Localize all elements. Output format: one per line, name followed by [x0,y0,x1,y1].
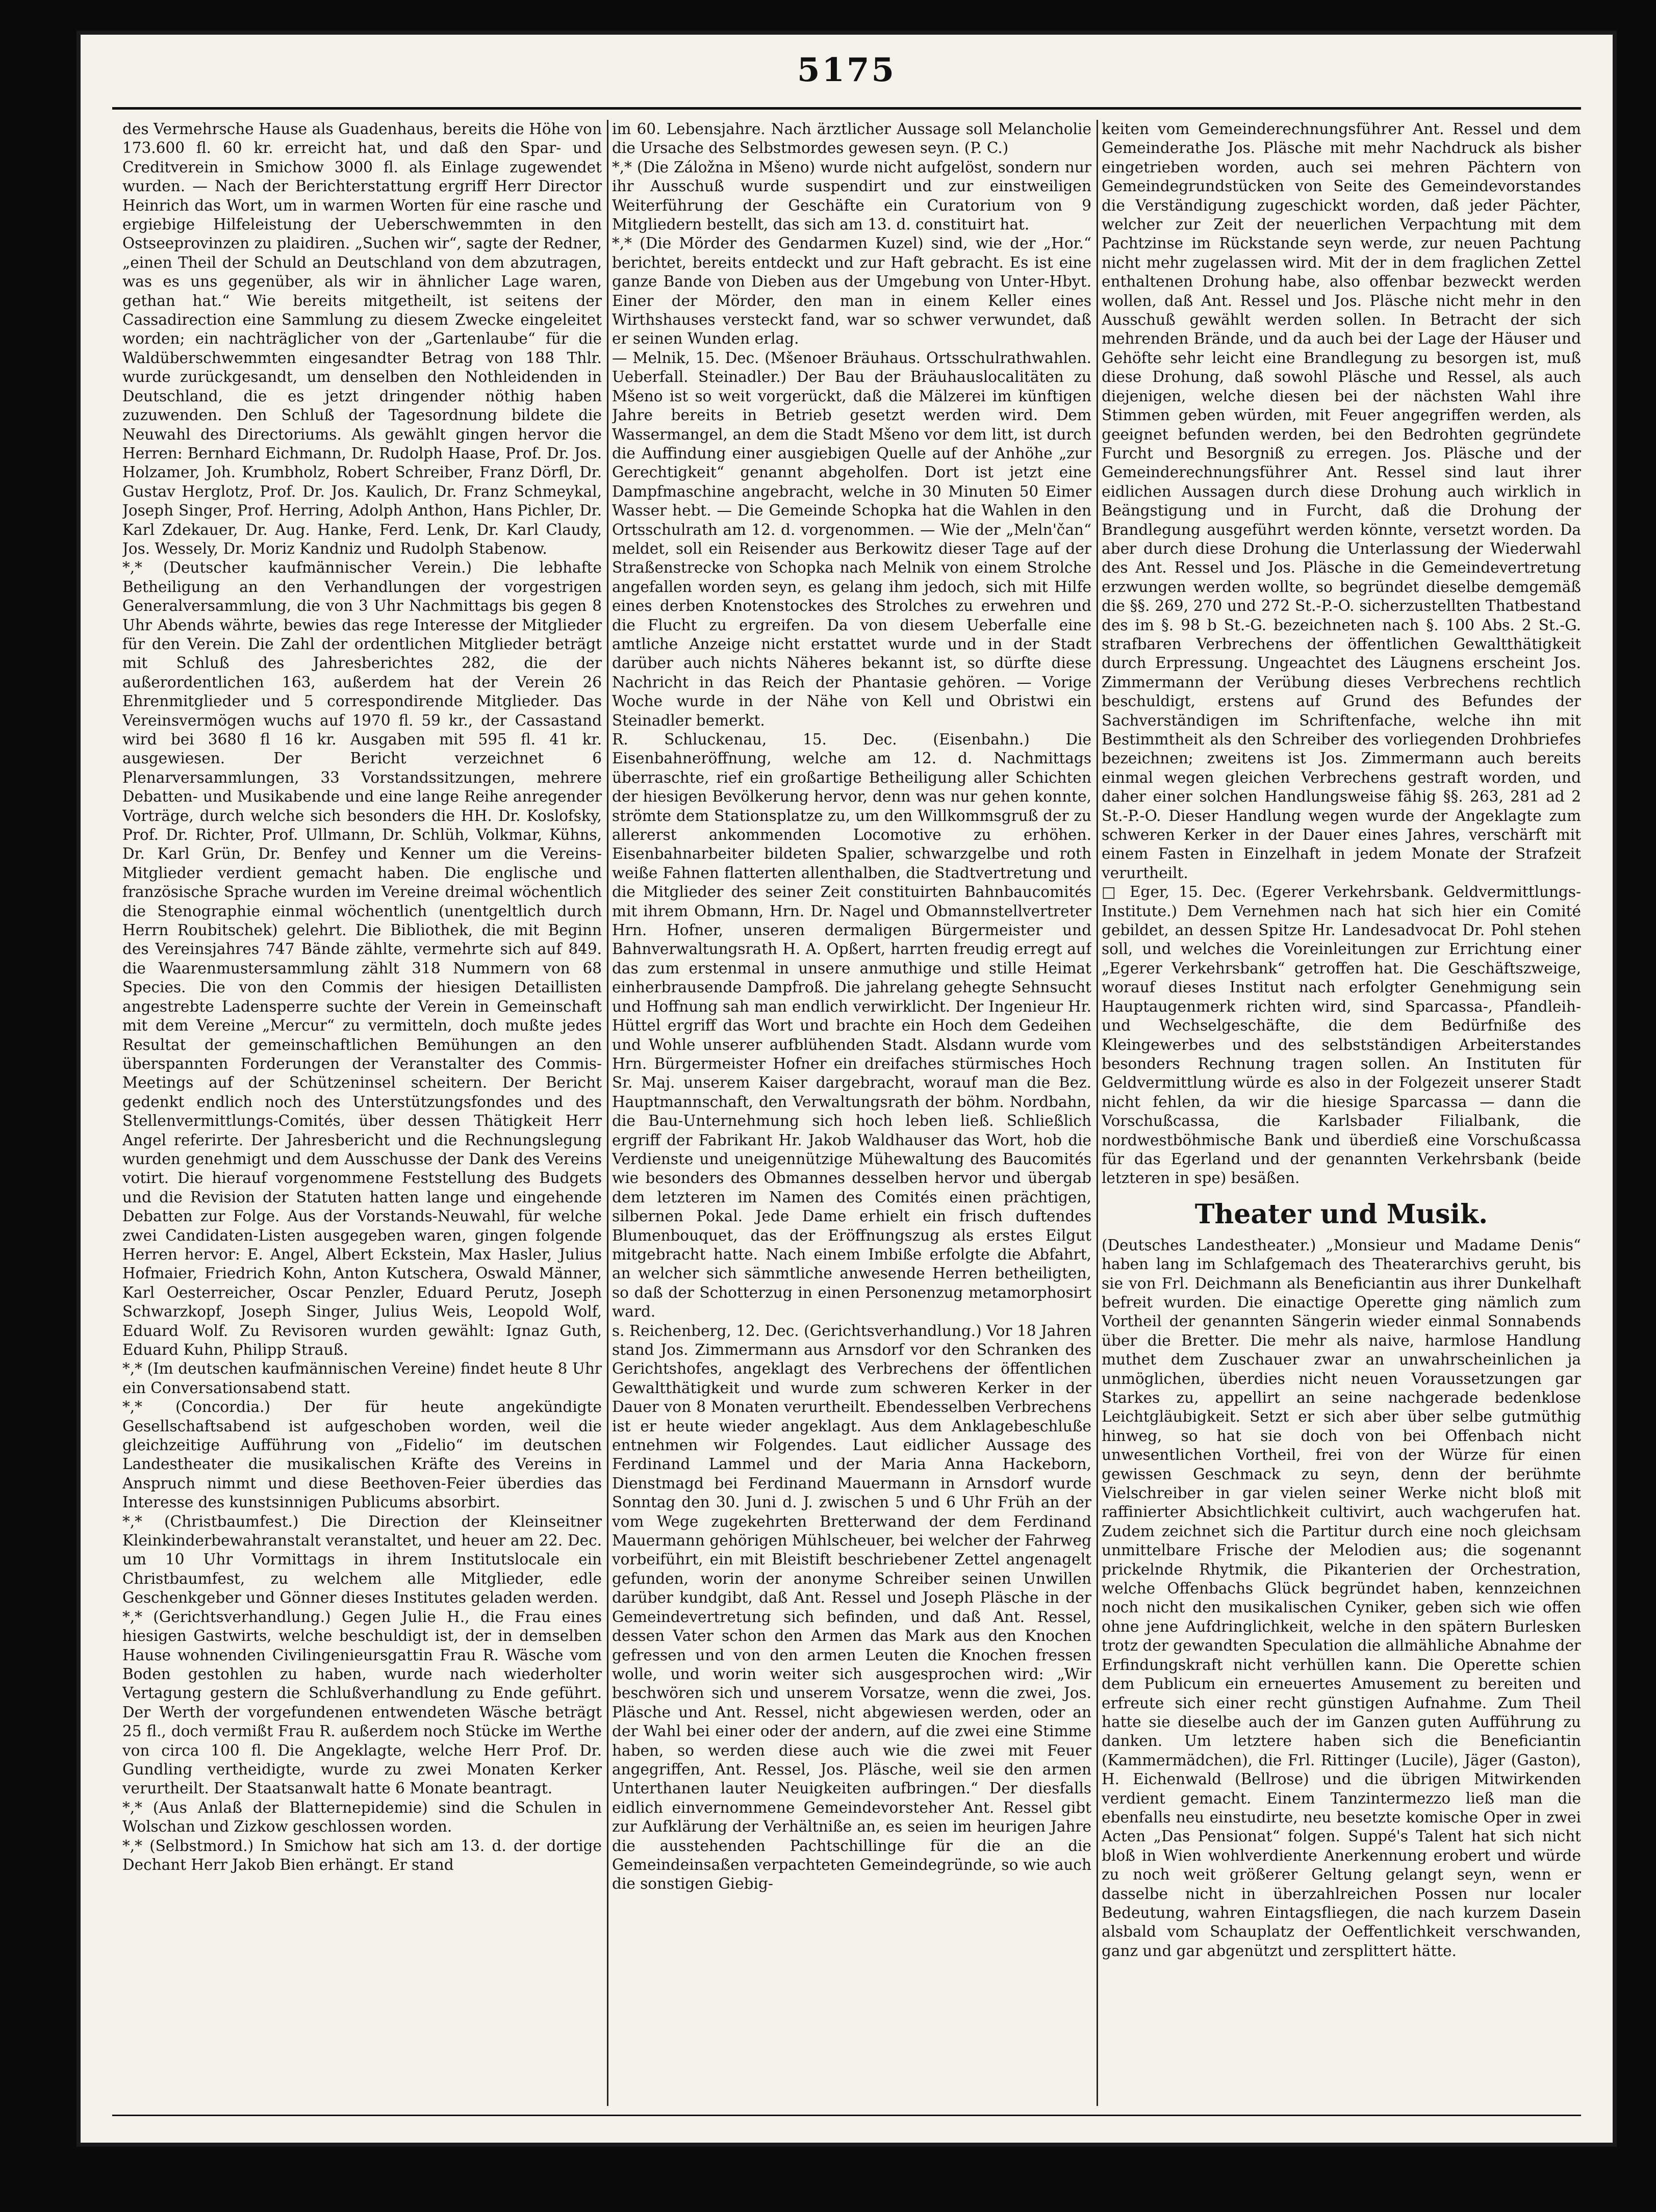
article-paragraph: R. Schluckenau, 15. Dec. (Eisenbahn.) Die Eisenbahneröffnung, welche am 12. d. Nachmittags überraschte, rief ein großartige Betheiligung aller Schichten der hiesigen Bevölkerung hervor, denn was nur gehen konnte, strömte dem Stationsplatze zu, um den Willkommsgruß der zu allererst ankommenden Locomotive zu erhöhen. Eisenbahnarbeiter bildeten Spalier, schwarzgelbe und roth weiße Fahnen flatterten allenthalben, die Stadtvertretung und die Mitglieder des seiner Zeit constituirten Bahnbaucomités mit ihrem Obmann, Hrn. Dr. Nagel und Obmannstellvertreter Hrn. Hofner, unseren dermaligen Bürgermeister und Bahnverwaltungsrath H. A. Opßert, harrten freudig erregt auf das zum erstenmal in unsere anmuthige und stille Heimat einherbrausende Dampfroß. Die jahrelang gehegte Sehnsucht und Hoffnung sah man endlich verwirklicht. Der Ingenieur Hr. Hüttel ergriff das Wort und brachte ein Hoch dem Gedeihen und Wohle unserer aufblühenden Stadt. Alsdann wurde vom Hrn. Bürgermeister Hofner ein dreifaches stürmisches Hoch Sr. Maj. unserem Kaiser dargebracht, worauf man die Bez. Hauptmannschaft, den Verwaltungsrath der böhm. Nordbahn, die Bau-Unternehmung sich hoch leben ließ. Schließlich ergriff der Fabrikant Hr. Jakob Waldhauser das Wort, hob die Verdienste und uneigennützige Mühewaltung des Baucomités wie besonders des Obmannes desselben hervor und übergab dem letzteren im Namen des Comités einen prächtigen, silbernen Pokal. Jede Dame erhielt ein frisch duftendes Blumenbouquet, das der Eröffnungszug als erstes Eilgut mitgebracht hatte. Nach einem Imbiße erfolgte die Abfahrt, an welcher sich sämmtliche anwesende Herren betheiligten, so daß der Schotterzug in einen Personenzug metamorphosirt ward. [612,731,1091,1321]
article-paragraph: *,* (Selbstmord.) In Smichow hat sich am 13. d. der dortige Dechant Herr Jakob Bien erhängt. Er stand [122,1837,602,1873]
column-3 [1102,120,1581,2106]
article-paragraph: des Vermehrsche Hause als Guadenhaus, bereits die Höhe von 173.600 fl. 60 kr. erreicht hat, und daß den Spar- und Creditverein in Smichow 3000 fl. als Einlage zugewendet wurden. — Nach der Berichterstattung ergriff Herr Director Heinrich das Wort, um in warmen Worten für eine rasche und ergiebige Hilfeleistung der Ueberschwemmten in den Ostseeprovinzen zu plaidiren. „Suchen wir“, sagte der Redner, „einen Theil der Schuld an Deutschland von dem abzutragen, was es uns gegenüber, als wir in ähnlicher Lage waren, gethan hat.“ Wie bereits mitgetheilt, ist seitens der Cassadirection eine Sammlung zu diesem Zwecke eingeleitet worden; ein nachträglicher von der „Gartenlaube“ für die Waldüberschwemmten eingesandter Betrag von 188 Thlr. wurde zurückgesandt, um denselben den Nothleidenden in Deutschland, die es jetzt dringender nöthig haben zuzuwenden. Den Schluß der Tagesordnung bildete die Neuwahl des Directoriums. Als gewählt gingen hervor die Herren: Bernhard Eichmann, Dr. Rudolph Haase, Prof. Dr. Jos. Holzamer, Joh. Krumbholz, Robert Schreiber, Franz Dörfl, Dr. Gustav Herglotz, Prof. Dr. Jos. Kaulich, Dr. Franz Schmeykal, Joseph Singer, Prof. Herring, Adolph Anthon, Hans Pichler, Dr. Karl Zdekauer, Dr. Aug. Hanke, Ferd. Lenk, Dr. Karl Claudy, Jos. Wessely, Dr. Moriz Kandniz und Rudolph Stabenow. [122,120,602,557]
article-paragraph: *,* (Die Mörder des Gendarmen Kuzel) sind, wie der „Hor.“ berichtet, bereits entdeckt und zur Haft gebracht. Es ist eine ganze Bande von Dieben aus der Umgebung von Unter-Hbyt. Einer der Mörder, den man in einem Keller eines Wirthshauses versteckt fand, war so schwer verwundet, daß er seinen Wunden erlag. [612,235,1091,348]
article-paragraph: □ Eger, 15. Dec. (Egerer Verkehrsbank. Geldvermittlungs-Institute.) Dem Vernehmen nach hat sich hier ein Comité gebildet, an dessen Spitze Hr. Landesadvocat Dr. Pohl stehen soll, und welches die Voreinleitungen zur Errichtung einer „Egerer Verkehrsbank“ getroffen hat. Die Geschäftszweige, worauf dieses Institut nach erfolgter Genehmigung sein Hauptaugenmerk richten wird, sind Sparcassa-, Pfandleih- und Wechselgeschäfte, die dem Bedürfniße des Kleingewerbes und des selbstständigen Arbeiterstandes besonders Rechnung tragen sollen. An Instituten für Geldvermittlung würde es also in der Folgezeit unserer Stadt nicht fehlen, da wir die hiesige Sparcassa — dann die Vorschußcassa, die Karlsbader Filialbank, die nordwestböhmische Bank und überdieß eine Vorschußcassa für das Egerland und der genannten Verkehrsbank (beide letzteren in spe) besäßen. [1102,883,1581,1187]
section-heading: Theater und Musik. [1194,1198,1488,1230]
article-paragraph: s. Reichenberg, 12. Dec. (Gerichtsverhandlung.) Vor 18 Jahren stand Jos. Zimmermann aus Arnsdorf vor den Schranken des Gerichtshofes, angeklagt des Verbrechens der öffentlichen Gewaltthätigkeit und wurde zum schweren Kerker in der Dauer von 8 Monaten verurtheilt. Ebendesselben Verbrechens ist er heute wieder angeklagt. Aus dem Anklagebeschluße entnehmen wir Folgendes. Laut eidlicher Aussage des Ferdinand Lammel und der Maria Anna Hackeborn, Dienstmagd bei Ferdinand Mauermann in Arnsdorf wurde Sonntag den 30. Juni d. J. zwischen 5 und 6 Uhr Früh an der vom Wege zugekehrten Bretterwand der dem Ferdinand Mauermann gehörigen Mühlscheuer, bei welcher der Fahrweg vorbeiführt, ein mit Bleistift beschriebener Zettel angenagelt gefunden, worin der anonyme Schreiber seinen Unwillen darüber kundgibt, daß Ant. Ressel und Joseph Pläsche in der Gemeindevertretung sich befinden, und daß Ant. Ressel, dessen Vater schon den Armen das Mark aus den Knochen gefressen und von den armen Leuten die Knochen fressen wolle, und worin weiter sich ausgesprochen wird: „Wir beschwören sich und unserem Vorsatze, wenn die zwei, Jos. Pläsche und Ant. Ressel, nicht abgewiesen werden, oder an der Wahl bei einer oder der andern, auf die zwei eine Stimme haben, so werden diese auch wie die zwei mit Feuer angegriffen, Ant. Ressel, Jos. Pläsche, weil sie den armen Unterthanen lauter Neuigkeiten aufbringen.“ Der diesfalls eidlich einvernommene Gemeindevorsteher Ant. Ressel gibt zur Aufklärung der Verhältniße an, es seien im heurigen Jahre die ausstehenden Pachtschillinge für die an die Gemeindeinsaßen verpachteten Gemeindegründe, so wie auch die sonstigen Giebig- [612,1322,1091,1893]
article-paragraph: keiten vom Gemeinderechnungsführer Ant. Ressel und dem Gemeinderathe Jos. Pläsche mit mehr Nachdruck als bisher eingetrieben worden, auch sei mehren Pächtern von Gemeindegrundstücken von Seite des Gemeindevorstandes die Verständigung zugeschickt worden, daß jeder Pächter, welcher zur Zeit der neuerlichen Verpachtung mit dem Pachtzinse im Rückstande seyn werde, zur neuen Pachtung nicht mehr zugelassen wird. Mit der in dem fraglichen Zettel enthaltenen Drohung habe, also offenbar bezweckt werden wollen, daß Ant. Ressel und Jos. Pläsche nicht mehr in den Ausschuß gewählt werden sollen. In Betracht der sich mehrenden Brände, und da auch bei der Lage der Häuser und Gehöfte sehr leicht eine Brandlegung zu besorgen ist, muß diese Drohung, daß sowohl Pläsche und Ressel, als auch diejenigen, welche diesen bei der nächsten Wahl ihre Stimmen geben würden, mit Feuer angegriffen werden, als geeignet befunden werden, bei den Bedrohten gegründete Furcht und Besorgniß zu erregen. Jos. Pläsche und der Gemeinderechnungsführer Ant. Ressel sind laut ihrer eidlichen Aussagen durch diese Drohung auch wirklich in Beängstigung und in Furcht, daß die Drohung der Brandlegung ausgeführt werden könnte, versetzt worden. Da aber durch diese Drohung die Unterlassung der Wiederwahl des Ant. Ressel und Jos. Pläsche in die Gemeindevertretung erzwungen werden wollte, so begründet dieselbe demgemäß die §§. 269, 270 und 272 St.-P.-O. sicherzustellten Thatbestand des im §. 98 b St.-G. bezeichneten nach §. 100 Abs. 2 St.-G. strafbaren Verbrechens der öffentlichen Gewaltthätigkeit durch Erpressung. Ungeachtet des Läugnens erscheint Jos. Zimmermann der Verübung dieses Verbrechens rechtlich beschuldigt, erstens auf Grund des Befundes der Sachverständigen im Schriftenfache, welche ihn mit Bestimmtheit als den Schreiber des vorliegenden Drohbriefes bezeichnen; zweitens ist Jos. Zimmermann auch bereits einmal wegen gleichen Verbrechens gestraft worden, und daher einer solchen Handlungsweise fähig §§. 263, 281 ad 2 St.-P.-O. Dieser Handlung wegen wurde der Angeklagte zum schweren Kerker in der Dauer eines Jahres, verschärft mit einem Fasten in Einzelhaft in jedem Monate der Strafzeit verurtheilt. [1102,120,1581,882]
article-paragraph: *,* (Die Záložna in Mšeno) wurde nicht aufgelöst, sondern nur ihr Ausschuß wurde suspendirt und zur einstweiligen Weiterführung der Geschäfte ein Curatorium von 9 Mitgliedern bestellt, das sich am 13. d. constituirt hat. [612,158,1091,234]
column-2 [612,120,1091,2106]
article-paragraph: *,* (Christbaumfest.) Die Direction der Kleinseitner Kleinkinderbewahranstalt veranstaltet, und heuer am 22. Dec. um 10 Uhr Vormittags in ihrem Institutslocale ein Christbaumfest, zu welchem alle Mitglieder, edle Geschenkgeber und Gönner dieses Institutes geladen werden. [122,1512,602,1607]
article-paragraph: *,* (Deutscher kaufmännischer Verein.) Die lebhafte Betheiligung an den Verhandlungen der vorgestrigen Generalversammlung, die von 3 Uhr Nachmittags bis gegen 8 Uhr Abends währte, bewies das rege Interesse der Mitglieder für den Verein. Die Zahl der ordentlichen Mitglieder beträgt mit Schluß des Jahresberichtes 282, die der außerordentlichen 163, außerdem hat der Verein 26 Ehrenmitglieder und 5 correspondirende Mitglieder. Das Vereinsvermögen wuchs auf 1970 fl. 59 kr., der Cassastand wird bei 3680 fl 16 kr. Ausgaben mit 595 fl. 41 kr. ausgewiesen. Der Bericht verzeichnet 6 Plenarversammlungen, 33 Vorstandssitzungen, mehrere Debatten- und Musikabende und eine lange Reihe anregender Vorträge, durch welche sich besonders die HH. Dr. Koslofsky, Prof. Dr. Richter, Prof. Ullmann, Dr. Schlüh, Volkmar, Kühns, Dr. Karl Grün, Dr. Benfey und Kenner um die Vereins-Mitglieder verdient gemacht haben. Die englische und französische Sprache wurden im Vereine dreimal wöchentlich die Stenographie einmal wöchentlich (unentgeltlich durch Herrn Roubitschek) gelehrt. Die Bibliothek, die mit Beginn des Vereinsjahres 747 Bände zählte, vermehrte sich auf 849. die Waarenmustersammlung zählt 318 Nummern von 68 Species. Die von den Commis der hiesigen Detaillisten angestrebte Ladensperre suchte der Verein in Gemeinschaft mit dem Vereine „Mercur“ zu vermitteln, doch mußte jedes Resultat der gemeinschaftlichen Bemühungen an den überspannten Forderungen der Veranstalter des Commis-Meetings auf der Schützeninsel scheitern. Der Bericht gedenkt endlich noch des Unterstützungsfondes und des Stellenvermittlungs-Comités, über dessen Thätigkeit Herr Angel referirte. Der Jahresbericht und die Rechnungslegung wurden genehmigt und dem Ausschusse der Dank des Vereins votirt. Die hierauf vorgenommene Feststellung des Budgets und die Revision der Statuten hatten lange und eingehende Debatten zur Folge. Aus der Vorstands-Neuwahl, für welche zwei Candidaten-Listen ausgegeben waren, gingen folgende Herren hervor: E. Angel, Albert Eckstein, Max Hasler, Julius Hofmaier, Friedrich Kohn, Anton Kutschera, Oswald Männer, Karl Oesterreicher, Oscar Penzler, Eduard Perutz, Joseph Schwarzkopf, Joseph Singer, Julius Weis, Leopold Wolf, Eduard Wolf. Zu Revisoren wurden gewählt: Ignaz Guth, Eduard Kuhn, Philipp Strauß. [122,559,602,1358]
article-paragraph: *,* (Gerichtsverhandlung.) Gegen Julie H., die Frau eines hiesigen Gastwirts, welche beschuldigt ist, der in demselben Hause wohnenden Civilingenieursgattin Frau R. Wäsche vom Boden gestohlen zu haben, wurde nach wiederholter Vertagung gestern die Schlußverhandlung zu Ende geführt. Der Werth der vorgefundenen entwendeten Wäsche beträgt 25 fl., doch vermißt Frau R. außerdem noch Stücke im Werthe von circa 100 fl. Die Angeklagte, welche Herr Prof. Dr. Gundling vertheidigte, wurde zu zwei Monaten Kerker verurtheilt. Der Staatsanwalt hatte 6 Monate beantragt. [122,1608,602,1797]
article-paragraph: *,* (Im deutschen kaufmännischen Vereine) findet heute 8 Uhr ein Conversationsabend statt. [122,1360,602,1397]
article-paragraph: — Melnik, 15. Dec. (Mšenoer Bräuhaus. Ortsschulrathwahlen. Ueberfall. Steinadler.) Der Bau der Bräuhauslocalitäten zu Mšeno ist so weit vorgerückt, daß die Mälzerei im künftigen Jahre bereits in Betrieb gesetzt werden wird. Dem Wassermangel, an dem die Stadt Mšeno vor dem litt, ist durch die Auffindung einer ausgiebigen Quelle auf der Anhöhe „zur Gerechtigkeit“ genannt abgeholfen. Dort ist jetzt eine Dampfmaschine angebracht, welche in 30 Minuten 50 Eimer Wasser hebt. — Die Gemeinde Schopka hat die Wahlen in den Ortsschulrath am 12. d. vorgenommen. — Wie der „Meln'čan“ meldet, soll ein Reisender aus Berkowitz dieser Tage auf der Straßenstrecke von Schopka nach Melnik von einem Strolche angefallen worden seyn, es gelang ihm jedoch, sich mit Hilfe eines derben Knotenstockes des Strolches zu erwehren und die Flucht zu ergreifen. Da von diesem Ueberfalle eine amtliche Anzeige nicht erstattet wurde und in der Stadt darüber auch nichts Näheres bekannt ist, so dürfte diese Nachricht in das Reich der Phantasie gehören. — Vorige Woche wurde in der Nähe von Kell und Obristwi ein Steinadler bemerkt. [612,349,1091,729]
header-rule [112,107,1581,110]
column-1 [122,120,602,2106]
column-divider [1097,120,1098,2106]
article-paragraph: *,* (Concordia.) Der für heute angekündigte Gesellschaftsabend ist aufgeschoben worden, weil die gleichzeitige Aufführung von „Fidelio“ im deutschen Landestheater die musikalischen Kräfte des Vereins in Anspruch nimmt und diese Beethoven-Feier überdies das Interesse des kunstsinnigen Publicums absorbirt. [122,1398,602,1511]
page-number: 5175 [797,51,897,89]
column-divider [607,120,608,2106]
article-paragraph: (Deutsches Landestheater.) „Monsieur und Madame Denis“ haben lang im Schlafgemach des Theaterarchivs geruht, bis sie von Frl. Deichmann als Beneficiantin aus ihrer Dunkelhaft befreit wurden. Die einactige Operette ging nämlich zum Vortheil der genannten Sängerin wieder einmal Sonnabends über die Bretter. Die mehr als naive, harmlose Handlung muthet dem Zuschauer zwar an unwahrscheinlichen ja unmöglichen, überdies nicht neuen Voraussetzungen gar Starkes zu, appellirt an seine nachgerade bedenklose Leichtgläubigkeit. Setzt er sich aber über selbe gutmüthig hinweg, so hat sie doch von bei Offenbach nicht unwesentlichen Vortheil, frei von der Würze für einen gewissen Geschmack zu seyn, denn der berühmte Vielschreiber in gar vielen seiner Werke nicht bloß mit raffinierter Absichtlichkeit cultivirt, auch wachgerufen hat. Zudem zeichnet sich die Partitur durch eine noch gleichsam unmittelbare Frische der Melodien aus; die sogenannt prickelnde Rhytmik, die Pikanterien der Orchestration, welche Offenbachs Glück begründet haben, kennzeichnen noch nicht den musikalischen Cyniker, geben sich wie offen ohne jene Aufdringlichkeit, welche in den spätern Burlesken trotz der gewandten Speculation die allmähliche Abnahme der Erfindungskraft nicht verhüllen kann. Die Operette schien dem Publicum ein erneuertes Amusement zu bereiten und erfreute sich einer recht günstigen Aufnahme. Zum Theil hatte sie dieselbe auch der im Ganzen guten Aufführung zu danken. Um letztere haben sich die Beneficiantin (Kammermädchen), die Frl. Rittinger (Lucile), Jäger (Gaston), H. Eichenwald (Bellrose) und die übrigen Mitwirkenden verdient gemacht. Einem Tanzintermezzo ließ man die ebenfalls neu einstudirte, neu besetzte komische Oper in zwei Acten „Das Pensionat“ folgen. Suppé's Talent hat sich nicht bloß in Wien wohlverdiente Anerkennung erobert und würde zu noch weit größerer Geltung gelangt seyn, wenn er dasselbe nicht in überzahlreichen Possen nur localer Bedeutung, wahren Eintagsfliegen, die nach kurzem Dasein alsbald vom Schauplatz der Oeffentlichkeit verschwanden, ganz und gar abgenützt und zersplittert hätte. [1102,1236,1581,1960]
footer-rule [112,2115,1581,2116]
article-paragraph: *,* (Aus Anlaß der Blatternepidemie) sind die Schulen in Wolschan und Zizkow geschlossen worden. [122,1798,602,1836]
newspaper-page [77,31,1617,2147]
article-paragraph: im 60. Lebensjahre. Nach ärztlicher Aussage soll Melancholie die Ursache des Selbstmordes gewesen seyn. (P. C.) [612,120,1091,157]
